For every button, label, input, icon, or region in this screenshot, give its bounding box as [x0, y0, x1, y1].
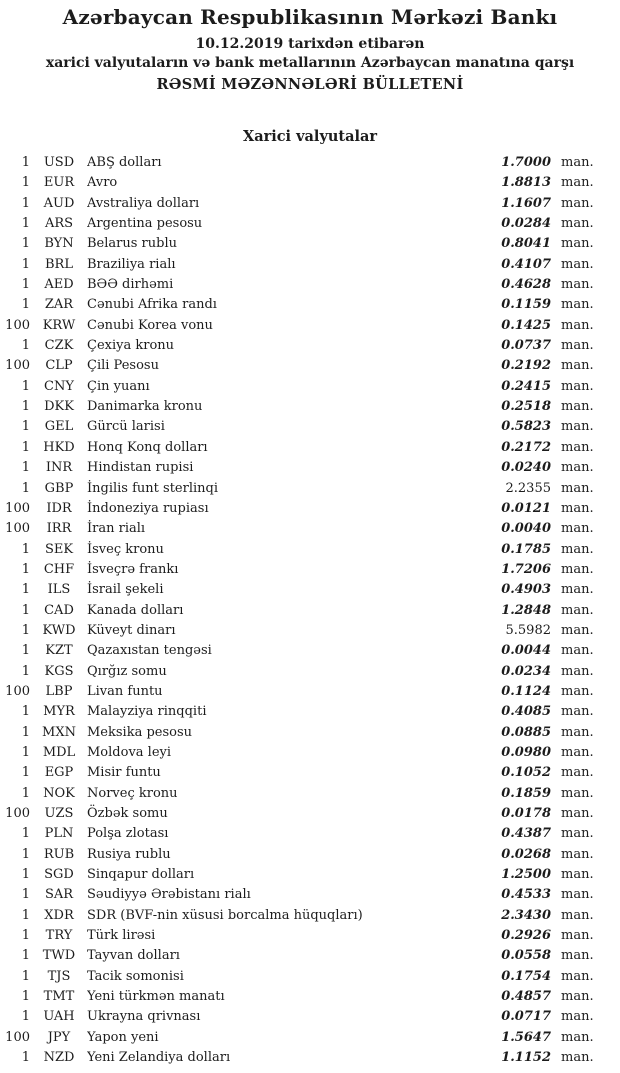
row-rate-value: 0.0234 — [501, 663, 551, 679]
row-currency-code: KZT — [45, 643, 73, 659]
row-currency-code: LBP — [45, 683, 73, 699]
rate-row — [4, 295, 595, 315]
rate-row — [4, 194, 595, 214]
row-quantity: 1 — [21, 724, 30, 740]
row-unit-label: man. — [561, 399, 594, 415]
rate-row — [4, 499, 595, 519]
row-currency-name: Belarus rublu — [87, 236, 177, 252]
row-currency-name: Livan funtu — [87, 683, 163, 699]
row-currency-code: TJS — [47, 968, 71, 984]
row-unit-label: man. — [561, 744, 594, 760]
row-currency-name: BƏƏ dirhəmi — [87, 277, 174, 293]
row-currency-name: SDR (BVF-nin xüsusi borcalma hüquqları) — [87, 907, 363, 923]
row-currency-name: İngilis funt sterlinqi — [87, 480, 218, 496]
row-currency-name: Moldova leyi — [87, 744, 172, 760]
row-unit-label: man. — [561, 806, 594, 821]
row-rate-value: 0.1159 — [501, 297, 551, 313]
row-unit-label: man. — [561, 500, 594, 516]
row-quantity: 100 — [5, 358, 30, 374]
row-currency-name: İsveçrə frankı — [87, 561, 179, 577]
row-rate-value: 0.2192 — [501, 358, 551, 374]
row-currency-name: Çexiya kronu — [87, 338, 175, 354]
row-rate-value: 0.4533 — [501, 887, 551, 903]
row-quantity: 1 — [21, 541, 30, 557]
row-currency-code: JPY — [47, 1029, 71, 1045]
row-currency-name: Yeni Zelandiya dolları — [87, 1050, 231, 1066]
bank-name-title: Azərbaycan Respublikasının Mərkəzi Bankı — [62, 5, 558, 29]
row-quantity: 1 — [21, 582, 30, 598]
row-currency-code: EGP — [44, 765, 74, 781]
row-currency-code: CAD — [44, 602, 74, 618]
row-currency-name: Cənubi Korea vonu — [87, 317, 213, 333]
row-rate-value: 0.0885 — [501, 724, 551, 740]
row-unit-label: man. — [561, 867, 594, 883]
row-currency-code: UZS — [44, 806, 74, 821]
rate-row — [4, 641, 595, 661]
row-rate-value: 1.5647 — [501, 1029, 551, 1045]
row-unit-label: man. — [561, 419, 594, 435]
rate-row — [4, 824, 595, 844]
effective-date-line: 10.12.2019 tarixdən etibarən — [195, 36, 425, 52]
row-quantity: 1 — [21, 663, 30, 679]
row-currency-code: UAH — [43, 1009, 75, 1025]
row-unit-label: man. — [561, 338, 594, 354]
row-rate-value: 0.1425 — [501, 317, 551, 333]
row-currency-name: Çili Pesosu — [87, 358, 159, 374]
row-unit-label: man. — [561, 663, 594, 679]
row-unit-label: man. — [561, 378, 594, 394]
row-quantity: 1 — [21, 846, 30, 862]
row-rate-value: 0.8041 — [501, 236, 551, 252]
rate-row — [4, 702, 595, 722]
rate-row — [4, 845, 595, 865]
row-quantity: 1 — [21, 704, 30, 720]
row-quantity: 1 — [21, 439, 30, 455]
rate-row — [4, 784, 595, 804]
row-rate-value: 1.1152 — [501, 1050, 551, 1066]
row-unit-label: man. — [561, 928, 594, 944]
row-rate-value: 0.1124 — [501, 683, 551, 699]
row-unit-label: man. — [561, 826, 594, 842]
row-unit-label: man. — [561, 948, 594, 964]
rate-row — [4, 397, 595, 417]
row-currency-name: Çin yuanı — [87, 378, 150, 394]
row-currency-code: SEK — [44, 541, 74, 557]
row-currency-name: Türk lirəsi — [87, 928, 156, 944]
row-currency-name: Rusiya rublu — [87, 846, 171, 862]
row-currency-name: Özbək somu — [87, 806, 168, 821]
row-unit-label: man. — [561, 216, 594, 232]
row-currency-code: RUB — [43, 846, 75, 862]
row-currency-code: CNY — [44, 378, 74, 394]
row-quantity: 1 — [21, 622, 30, 638]
rate-row — [4, 316, 595, 336]
row-currency-name: Meksika pesosu — [87, 724, 193, 740]
row-quantity: 1 — [21, 867, 30, 883]
row-rate-value: 0.4628 — [501, 277, 551, 293]
row-currency-code: KRW — [42, 317, 76, 333]
rate-row — [4, 723, 595, 743]
row-quantity: 1 — [21, 643, 30, 659]
row-rate-value: 0.1052 — [501, 765, 551, 781]
row-unit-label: man. — [561, 358, 594, 374]
row-unit-label: man. — [561, 724, 594, 740]
row-currency-name: Gürcü larisi — [87, 419, 165, 435]
row-rate-value: 0.4387 — [501, 826, 551, 842]
rate-row — [4, 967, 595, 987]
row-rate-value: 0.4085 — [501, 704, 551, 720]
row-currency-code: HKD — [43, 439, 75, 455]
row-currency-code: IDR — [46, 500, 72, 516]
row-unit-label: man. — [561, 297, 594, 313]
row-unit-label: man. — [561, 643, 594, 659]
rate-row — [4, 356, 595, 376]
row-currency-name: Ukrayna qrivnası — [87, 1009, 201, 1025]
row-currency-code: IRR — [46, 521, 72, 537]
row-rate-value: 1.1607 — [501, 195, 551, 211]
row-quantity: 1 — [21, 277, 30, 293]
row-unit-label: man. — [561, 683, 594, 699]
row-currency-name: Qazaxıstan tengəsi — [87, 643, 212, 659]
row-currency-code: TMT — [43, 989, 75, 1005]
rate-row — [4, 885, 595, 905]
row-quantity: 1 — [21, 989, 30, 1005]
row-currency-name: İsveç kronu — [87, 541, 164, 557]
row-currency-code: BYN — [44, 236, 74, 252]
rates-table — [0, 153, 620, 1068]
row-quantity: 1 — [21, 785, 30, 801]
row-quantity: 100 — [5, 806, 30, 821]
row-quantity: 1 — [21, 928, 30, 944]
row-rate-value: 1.7000 — [501, 155, 551, 170]
rate-row — [4, 601, 595, 621]
rate-row — [4, 743, 595, 763]
row-quantity: 1 — [21, 216, 30, 232]
row-currency-name: Yapon yeni — [87, 1029, 159, 1045]
row-quantity: 1 — [21, 480, 30, 496]
row-quantity: 1 — [21, 948, 30, 964]
row-currency-code: ILS — [47, 582, 71, 598]
row-rate-value: 0.0284 — [501, 216, 551, 232]
rate-row — [4, 458, 595, 478]
row-quantity: 100 — [5, 317, 30, 333]
row-quantity: 100 — [5, 1029, 30, 1045]
row-rate-value: 0.2172 — [501, 439, 551, 455]
row-currency-code: KWD — [42, 622, 76, 638]
rate-row — [4, 946, 595, 966]
section-title-foreign-currencies: Xarici valyutalar — [242, 128, 378, 145]
row-quantity: 1 — [21, 256, 30, 272]
rate-row — [4, 987, 595, 1007]
bulletin-title-line: RƏSMİ MƏZƏNNƏLƏRİ BÜLLETENİ — [156, 76, 464, 93]
rate-row — [4, 1048, 595, 1068]
row-quantity: 1 — [21, 419, 30, 435]
row-quantity: 1 — [21, 297, 30, 313]
row-quantity: 1 — [21, 907, 30, 923]
row-rate-value: 2.2355 — [505, 480, 551, 496]
row-rate-value: 0.1754 — [501, 968, 551, 984]
rate-row — [4, 560, 595, 580]
row-unit-label: man. — [561, 541, 594, 557]
row-currency-name: Malayziya rinqqiti — [87, 704, 207, 720]
row-unit-label: man. — [561, 236, 594, 252]
row-unit-label: man. — [561, 582, 594, 598]
row-unit-label: man. — [561, 256, 594, 272]
row-rate-value: 0.5823 — [501, 419, 551, 435]
row-currency-code: MDL — [42, 744, 76, 760]
row-currency-code: PLN — [44, 826, 74, 842]
row-currency-code: DKK — [44, 399, 74, 415]
rate-row — [4, 377, 595, 397]
rate-row — [4, 417, 595, 437]
row-currency-code: ZAR — [44, 297, 74, 313]
row-quantity: 1 — [21, 765, 30, 781]
row-rate-value: 0.0044 — [501, 643, 551, 659]
row-rate-value: 0.1785 — [501, 541, 551, 557]
row-quantity: 100 — [5, 500, 30, 516]
row-unit-label: man. — [561, 480, 594, 496]
row-unit-label: man. — [561, 439, 594, 455]
row-currency-name: Danimarka kronu — [87, 399, 203, 415]
row-quantity: 1 — [21, 399, 30, 415]
row-currency-code: BRL — [45, 256, 73, 272]
row-unit-label: man. — [561, 765, 594, 781]
row-currency-code: AUD — [43, 195, 75, 211]
row-quantity: 1 — [21, 826, 30, 842]
row-currency-code: USD — [43, 155, 75, 170]
row-rate-value: 1.8813 — [501, 175, 551, 191]
row-currency-code: CLP — [45, 358, 73, 374]
row-quantity: 1 — [21, 887, 30, 903]
row-currency-name: Küveyt dinarı — [87, 622, 176, 638]
rate-row — [4, 173, 595, 193]
row-currency-name: İran rialı — [87, 521, 146, 537]
row-quantity: 1 — [21, 195, 30, 211]
row-rate-value: 2.3430 — [501, 907, 551, 923]
row-currency-name: İsrail şekeli — [87, 582, 164, 598]
row-rate-value: 1.7206 — [501, 561, 551, 577]
row-unit-label: man. — [561, 460, 594, 476]
row-currency-code: CZK — [44, 338, 74, 354]
rate-row — [4, 682, 595, 702]
row-currency-name: Norveç kronu — [87, 785, 178, 801]
row-unit-label: man. — [561, 195, 594, 211]
row-currency-code: XDR — [44, 907, 74, 923]
row-currency-code: EUR — [43, 175, 75, 191]
row-quantity: 1 — [21, 602, 30, 618]
row-unit-label: man. — [561, 968, 594, 984]
row-currency-code: ARS — [44, 216, 74, 232]
rate-row — [4, 926, 595, 946]
rate-row — [4, 763, 595, 783]
row-rate-value: 0.2518 — [501, 399, 551, 415]
row-unit-label: man. — [561, 846, 594, 862]
row-currency-name: Kanada dolları — [87, 602, 184, 618]
rate-row — [4, 1028, 595, 1048]
row-unit-label: man. — [561, 887, 594, 903]
row-currency-code: GEL — [44, 419, 74, 435]
row-currency-code: TWD — [42, 948, 76, 964]
subject-line: xarici valyutaların və bank metallarının Azərbaycan manatına qarşı — [45, 55, 575, 71]
row-quantity: 100 — [5, 683, 30, 699]
row-currency-name: ABŞ dolları — [87, 155, 162, 170]
row-unit-label: man. — [561, 704, 594, 720]
row-quantity: 1 — [21, 1050, 30, 1066]
rate-row — [4, 865, 595, 885]
rate-row — [4, 479, 595, 499]
row-unit-label: man. — [561, 155, 594, 170]
row-unit-label: man. — [561, 1050, 594, 1066]
row-rate-value: 0.0040 — [501, 521, 551, 537]
row-currency-code: AED — [44, 277, 74, 293]
row-rate-value: 0.0268 — [501, 846, 551, 862]
row-quantity: 1 — [21, 155, 30, 170]
row-currency-code: TRY — [45, 928, 73, 944]
row-currency-name: Sinqapur dolları — [87, 867, 195, 883]
row-currency-code: CHF — [43, 561, 75, 577]
rate-row — [4, 255, 595, 275]
row-rate-value: 0.0178 — [501, 806, 551, 821]
row-currency-name: Qırğız somu — [87, 663, 167, 679]
row-currency-name: Tayvan dolları — [87, 948, 180, 964]
row-unit-label: man. — [561, 602, 594, 618]
row-unit-label: man. — [561, 785, 594, 801]
row-currency-name: Braziliya rialı — [87, 256, 176, 272]
row-unit-label: man. — [561, 1009, 594, 1025]
row-unit-label: man. — [561, 521, 594, 537]
row-currency-name: Cənubi Afrika randı — [87, 297, 217, 313]
rate-row — [4, 153, 595, 173]
row-currency-code: NOK — [43, 785, 75, 801]
row-currency-name: Səudiyyə Ərəbistanı rialı — [87, 887, 251, 903]
row-currency-code: SGD — [44, 867, 74, 883]
rate-row — [4, 336, 595, 356]
row-rate-value: 5.5982 — [505, 622, 551, 638]
row-rate-value: 0.2926 — [501, 928, 551, 944]
row-currency-name: Avstraliya dolları — [87, 195, 200, 211]
row-unit-label: man. — [561, 622, 594, 638]
row-unit-label: man. — [561, 277, 594, 293]
rate-row — [4, 906, 595, 926]
bulletin-header — [0, 5, 620, 96]
row-currency-code: MXN — [42, 724, 76, 740]
row-currency-name: İndoneziya rupiası — [87, 500, 209, 516]
rate-row — [4, 804, 595, 824]
row-quantity: 1 — [21, 1009, 30, 1025]
rate-row — [4, 621, 595, 641]
row-unit-label: man. — [561, 317, 594, 333]
row-quantity: 1 — [21, 236, 30, 252]
row-rate-value: 0.0980 — [501, 744, 551, 760]
row-unit-label: man. — [561, 1029, 594, 1045]
row-rate-value: 0.0737 — [501, 338, 551, 354]
row-currency-code: MYR — [43, 704, 75, 720]
row-rate-value: 0.4857 — [501, 989, 551, 1005]
row-unit-label: man. — [561, 989, 594, 1005]
rate-row — [4, 580, 595, 600]
row-rate-value: 0.2415 — [501, 378, 551, 394]
row-rate-value: 1.2500 — [501, 867, 551, 883]
row-currency-code: NZD — [43, 1050, 75, 1066]
row-unit-label: man. — [561, 907, 594, 923]
row-currency-code: KGS — [44, 663, 74, 679]
row-quantity: 100 — [5, 521, 30, 537]
row-quantity: 1 — [21, 338, 30, 354]
row-currency-name: Tacik somonisi — [87, 968, 184, 984]
row-currency-name: Misir funtu — [87, 765, 161, 781]
row-currency-name: Argentina pesosu — [87, 216, 203, 232]
rate-row — [4, 662, 595, 682]
rate-row — [4, 540, 595, 560]
rate-row — [4, 234, 595, 254]
row-rate-value: 0.0558 — [501, 948, 551, 964]
row-rate-value: 0.0240 — [501, 460, 551, 476]
row-unit-label: man. — [561, 561, 594, 577]
row-rate-value: 0.1859 — [501, 785, 551, 801]
rate-row — [4, 275, 595, 295]
rate-row — [4, 519, 595, 539]
row-quantity: 1 — [21, 968, 30, 984]
row-currency-name: Polşa zlotası — [87, 826, 169, 842]
row-rate-value: 1.2848 — [501, 602, 551, 618]
row-quantity: 1 — [21, 561, 30, 577]
row-currency-code: SAR — [44, 887, 74, 903]
row-currency-name: Yeni türkmən manatı — [87, 989, 225, 1005]
row-quantity: 1 — [21, 378, 30, 394]
row-quantity: 1 — [21, 460, 30, 476]
row-rate-value: 0.0717 — [501, 1009, 551, 1025]
row-quantity: 1 — [21, 744, 30, 760]
row-currency-name: Hindistan rupisi — [87, 460, 194, 476]
rate-row — [4, 438, 595, 458]
row-rate-value: 0.0121 — [501, 500, 551, 516]
row-currency-name: Avro — [87, 175, 118, 191]
row-unit-label: man. — [561, 175, 594, 191]
rate-row — [4, 214, 595, 234]
row-currency-name: Honq Konq dolları — [87, 439, 208, 455]
row-rate-value: 0.4107 — [501, 256, 551, 272]
row-currency-code: INR — [45, 460, 73, 476]
row-rate-value: 0.4903 — [501, 582, 551, 598]
row-currency-code: GBP — [44, 480, 74, 496]
rate-row — [4, 1007, 595, 1027]
row-quantity: 1 — [21, 175, 30, 191]
